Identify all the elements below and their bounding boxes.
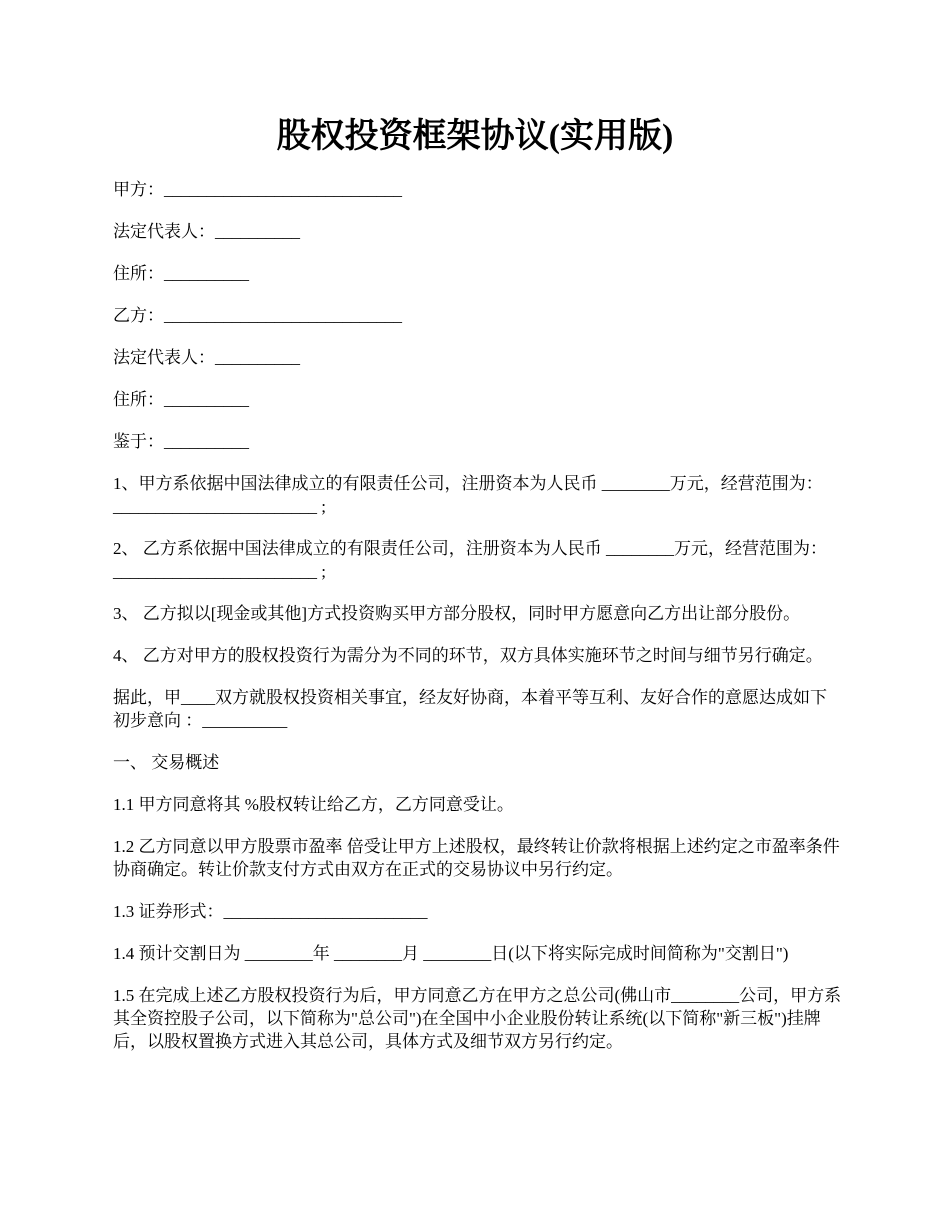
clause-1-5: 1.5 在完成上述乙方股权投资行为后，甲方同意乙方在甲方之总公司(佛山市________公司，甲方系其全资控股子公司，以下简称为"总公司")在全国中小企业股份转让系统(以下简称"新三板")挂牌后，以股权置换方式进入其总公司，具体方式及细节双方另行约定。	[113, 986, 842, 1051]
recital-2: 2、 乙方系依据中国法律成立的有限责任公司，注册资本为人民币 ________万元，经营范围为：________________________ ;	[113, 539, 827, 581]
clause-1-2: 1.2 乙方同意以甲方股票市盈率 倍受让甲方上述股权，最终转让价款将根据上述约定之市盈率条件协商确定。转让价款支付方式由双方在正式的交易协议中另行约定。	[113, 837, 840, 879]
intent-paragraph: 据此，甲____双方就股权投资相关事宜，经友好协商，本着平等互利、友好合作的意愿达成如下初步意向 ：__________	[113, 688, 827, 730]
party-a-legal-rep-line: 法定代表人：__________	[113, 222, 300, 241]
whereas-line: 鉴于：__________	[113, 432, 249, 451]
document-title: 股权投资框架协议(实用版)	[276, 118, 674, 155]
recital-1: 1、甲方系依据中国法律成立的有限责任公司，注册资本为人民币 ________万元，经营范围为：________________________ ;	[113, 474, 823, 516]
party-b-legal-rep-line: 法定代表人：__________	[113, 348, 300, 367]
party-b-address-line: 住所：__________	[113, 390, 249, 409]
recital-3: 3、 乙方拟以[现金或其他]方式投资购买甲方部分股权，同时甲方愿意向乙方出让部分股份。	[113, 604, 801, 623]
recital-4: 4、 乙方对甲方的股权投资行为需分为不同的环节，双方具体实施环节之时间与细节另行确定。	[113, 646, 823, 665]
clause-1-4: 1.4 预计交割日为 ________年 ________月 ________日(以下将实际完成时间简称为"交割日")	[113, 944, 789, 963]
clause-1-3: 1.3 证券形式：________________________	[113, 902, 428, 921]
party-a-line: 甲方：____________________________	[113, 180, 402, 199]
party-b-line: 乙方：____________________________	[113, 306, 402, 325]
party-a-address-line: 住所：__________	[113, 264, 249, 283]
document-body	[113, 178, 843, 1053]
clause-1-1: 1.1 甲方同意将其 %股权转让给乙方，乙方同意受让。	[113, 795, 514, 814]
section-heading-1: 一、 交易概述	[113, 753, 220, 772]
